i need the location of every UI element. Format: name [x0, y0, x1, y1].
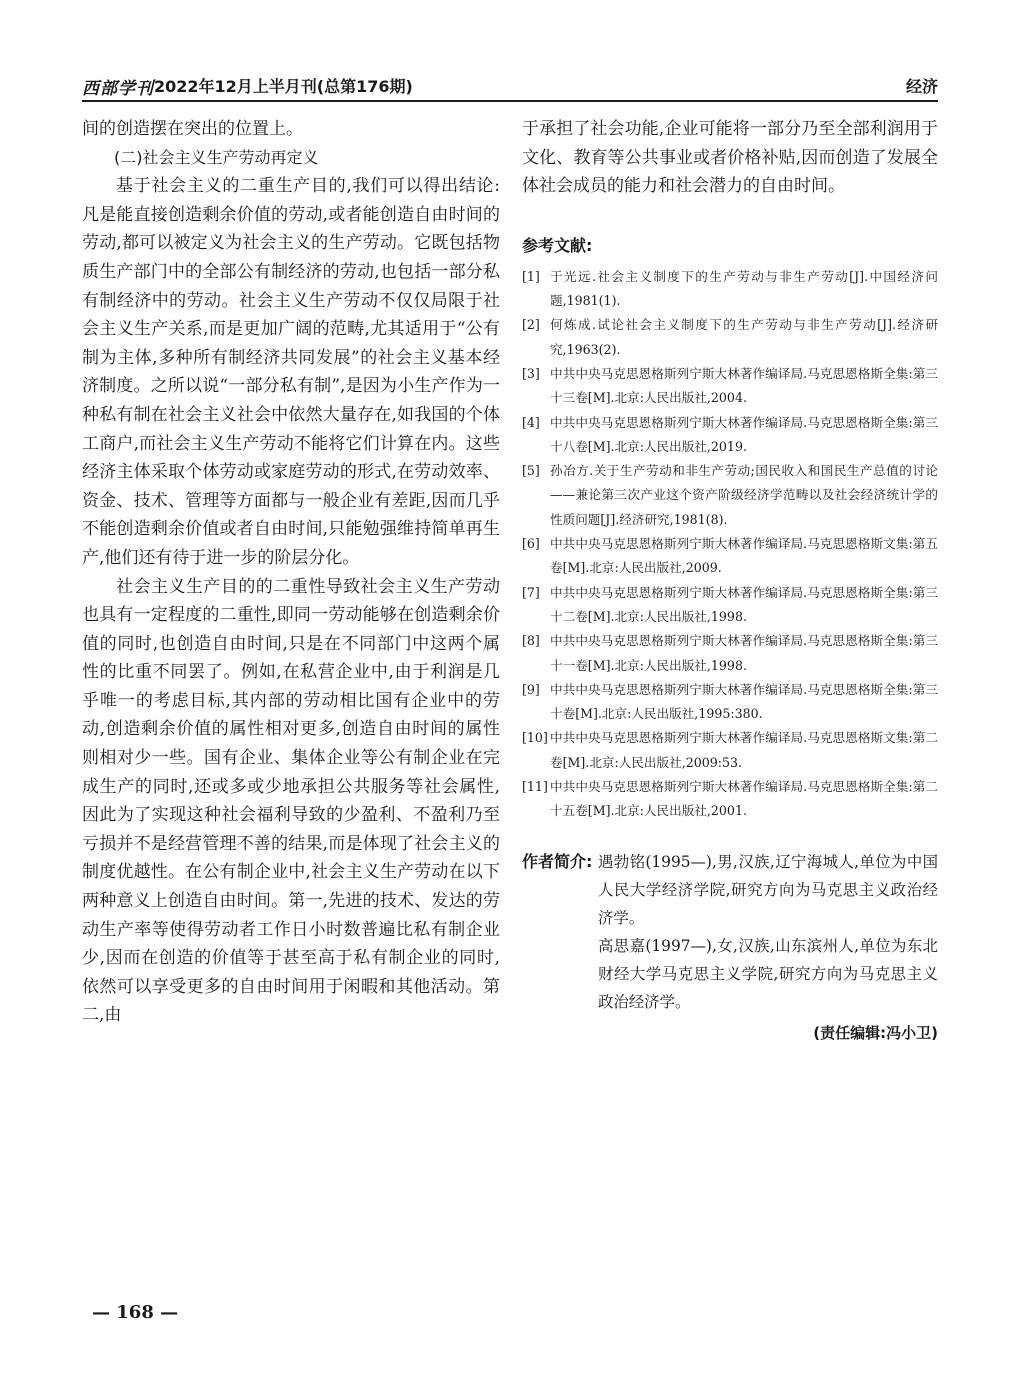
reference-item: [522, 313, 938, 362]
header-divider: [82, 100, 938, 102]
reference-item: [522, 581, 938, 630]
reference-text: 孙冶方.关于生产劳动和非生产劳动;国民收入和国民生产总值的讨论——兼论第三次产业这个资产阶级经济学范畴以及社会经济统计学的性质问题[J].经济研究,1981(8).: [550, 463, 938, 527]
reference-number: [1]: [522, 268, 540, 284]
reference-item: [522, 411, 938, 460]
reference-text: 中共中央马克思恩格斯列宁斯大林著作编译局.马克思恩格斯全集:第三十卷[M].北京:人民出版社,1995:380.: [550, 681, 938, 722]
reference-item: [522, 726, 938, 775]
reference-item: [522, 459, 938, 532]
reference-text: 中共中央马克思恩格斯列宁斯大林著作编译局.马克思恩格斯文集:第五卷[M].北京:人民出版社,2009.: [550, 536, 938, 576]
author-entry: 高思嘉(1997—),女,汉族,山东滨州人,单位为东北财经大学马克思主义学院,研究方向为马克思主义政治经济学。: [598, 936, 938, 1011]
section-label: 经济: [905, 77, 938, 96]
page-number: — 168 —: [92, 1302, 179, 1323]
issue-info: 2022年12月上半月刊(总第176期): [154, 77, 413, 96]
reference-text: 中共中央马克思恩格斯列宁斯大林著作编译局.马克思恩格斯文集:第二卷[M].北京:人民出版社,2009:53.: [550, 730, 938, 770]
reference-text: 中共中央马克思恩格斯列宁斯大林著作编译局.马克思恩格斯全集:第三十二卷[M].北京:人民出版社,1998.: [550, 584, 938, 624]
reference-number: [3]: [522, 365, 540, 381]
reference-number: [5]: [522, 463, 540, 479]
reference-text: 于光远.社会主义制度下的生产劳动与非生产劳动[J].中国经济问题,1981(1).: [550, 268, 938, 309]
reference-item: [522, 678, 938, 727]
reference-number: [4]: [522, 414, 540, 430]
paragraph-continuation: 间的创造摆在突出的位置上。: [82, 119, 303, 139]
reference-item: [522, 775, 938, 824]
reference-text: 中共中央马克思恩格斯列宁斯大林著作编译局.马克思恩格斯全集:第二十五卷[M].北京:人民出版社,2001.: [550, 779, 938, 819]
references-title: 参考文献:: [522, 235, 593, 255]
reference-number: [9]: [522, 681, 540, 697]
reference-number: [10]: [522, 730, 548, 746]
reference-number: [6]: [522, 536, 540, 552]
paragraph-redefinition: 基于社会主义的二重生产目的,我们可以得出结论:凡是能直接创造剩余价值的劳动,或者能创造自由时间的劳动,都可以被定义为社会主义的生产劳动。它既包括物质生产部门中的全部公有制经济的劳动,也包括一部分私有制经济中的劳动。社会主义生产劳动不仅仅局限于社会主义生产关系,而是更加广阔的范畴,尤其适用于“公有制为主体,多种所有制经济共同发展”的社会主义基本经济制度。之所以说“一部分私有制”,是因为小生产作为一种私有制在社会主义社会中依然大量存在,如我国的个体工商户,而社会主义生产劳动不能将它们计算在内。这些经济主体采取个体劳动或家庭劳动的形式,在劳动效率、资金、技术、管理等方面都与一般企业有差距,因而几乎不能创造剩余价值或者自由时间,只能勉强维持简单再生产,他们还有待于进一步的阶层分化。: [82, 176, 500, 568]
reference-text: 中共中央马克思恩格斯列宁斯大林著作编译局.马克思恩格斯全集:第三十三卷[M].北京:人民出版社,2004.: [550, 365, 938, 406]
reference-item: [522, 362, 938, 411]
author-entries: [598, 848, 938, 1016]
responsible-editor: (责任编辑:冯小卫): [813, 1023, 938, 1042]
reference-text: 何炼成.试论社会主义制度下的生产劳动与非生产劳动[J].经济研究,1963(2).: [550, 317, 938, 357]
journal-logo: 西部学刊: [82, 79, 154, 99]
paragraph-duality: 社会主义生产目的的二重性导致社会主义生产劳动也具有一定程度的二重性,即同一劳动能够在创造剩余价值的同时,也创造自由时间,只是在不同部门中这两个属性的比重不同罢了。例如,在私营企业中,由于利润是几乎唯一的考虑目标,其内部的劳动相比国有企业中的劳动,创造剩余价值的属性相对更多,创造自由时间的属性则相对少一些。国有企业、集体企业等公有制企业在完成生产的同时,还或多或少地承担公共服务等社会属性,因此为了实现这种社会福利导致的少盈利、不盈利乃至亏损并不是经营管理不善的结果,而是体现了社会主义的制度优越性。在公有制企业中,社会主义生产劳动在以下两种意义上创造自由时间。第一,先进的技术、发达的劳动生产率等使得劳动者工作日小时数普遍比私有制企业少,因而在创造的价值等于甚至高于私有制企业的同时,依然可以享受更多的自由时间用于闲暇和其他活动。第二,由: [82, 576, 500, 1026]
right-column: [522, 115, 938, 1046]
reference-number: [8]: [522, 633, 540, 649]
author-bio-label: 作者简介:: [522, 851, 593, 871]
paragraph-continuation-right: 于承担了社会功能,企业可能将一部分乃至全部利润用于文化、教育等公共事业或者价格补贴,因而创造了发展全体社会成员的能力和社会潜力的自由时间。: [522, 119, 938, 197]
running-header: [82, 72, 938, 98]
reference-item: [522, 532, 938, 581]
reference-text: 中共中央马克思恩格斯列宁斯大林著作编译局.马克思恩格斯全集:第三十一卷[M].北京:人民出版社,1998.: [550, 633, 938, 673]
reference-number: [11]: [522, 779, 548, 795]
reference-item: [522, 265, 938, 314]
reference-number: [2]: [522, 317, 540, 333]
reference-item: [522, 629, 938, 678]
author-entry: 遇勃铭(1995—),男,汉族,辽宁海城人,单位为中国人民大学经济学院,研究方向为马克思主义政治经济学。: [598, 852, 938, 927]
reference-number: [7]: [522, 584, 540, 600]
section-subheading: (二)社会主义生产劳动再定义: [114, 147, 319, 167]
left-column: [82, 115, 500, 1030]
reference-text: 中共中央马克思恩格斯列宁斯大林著作编译局.马克思恩格斯全集:第三十八卷[M].北京:人民出版社,2019.: [550, 414, 938, 454]
references-list: [522, 265, 938, 824]
author-bio: [522, 848, 938, 1016]
